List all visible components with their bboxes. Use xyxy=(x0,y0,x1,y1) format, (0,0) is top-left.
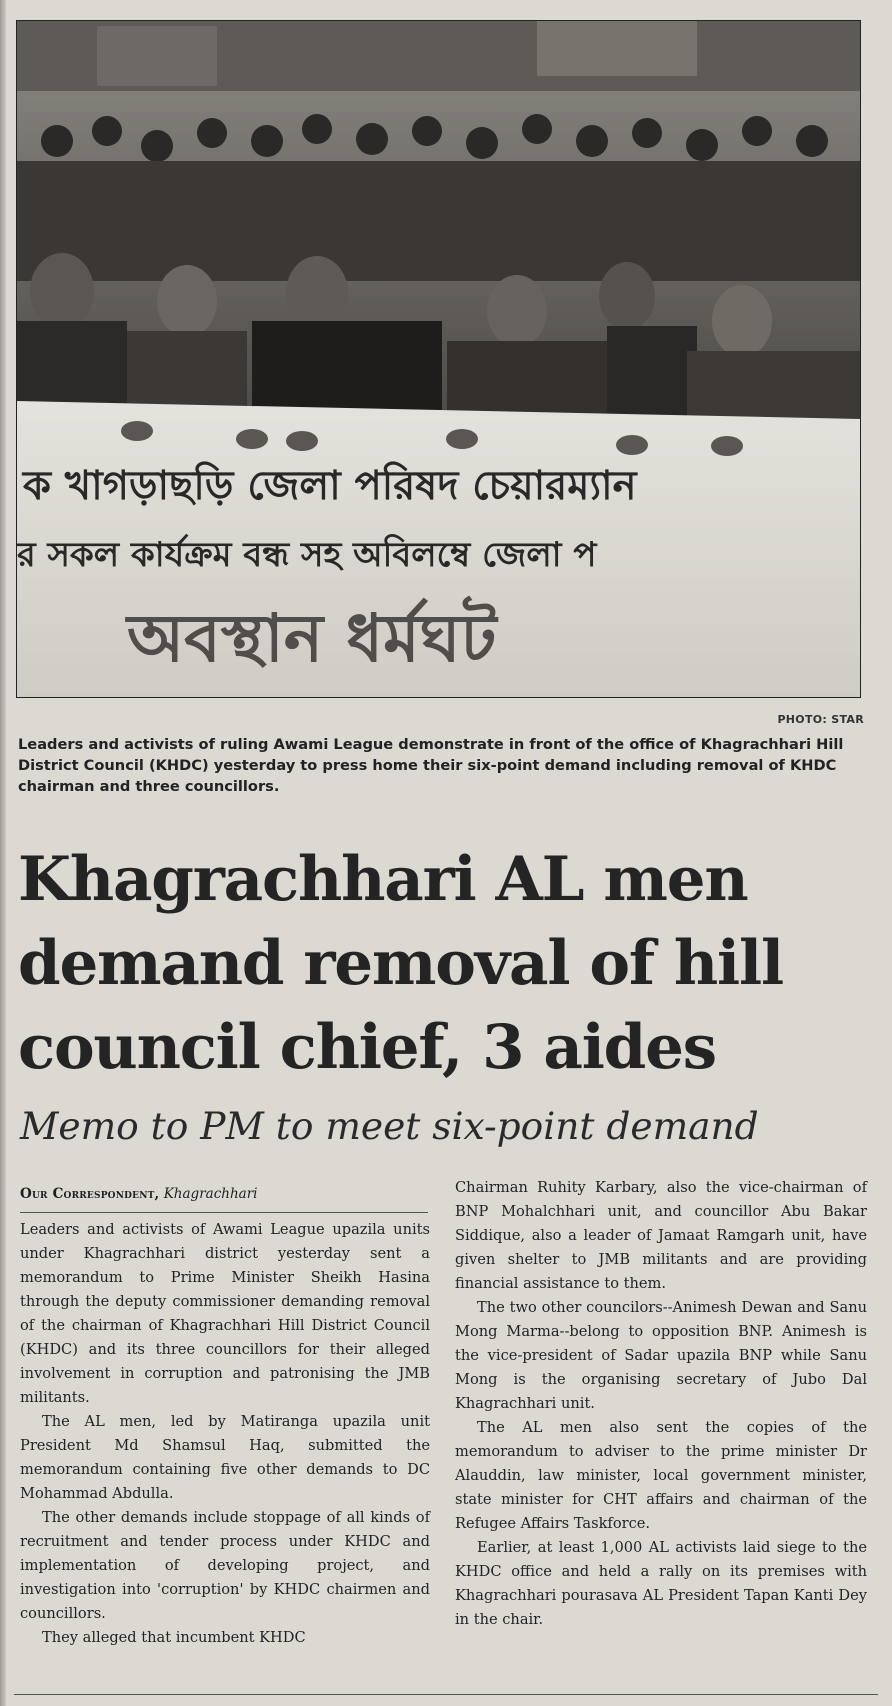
paragraph: Leaders and activists of Awami League upazila units under Khagrachhari district yesterday sent a memorandum to Prime Minister Sheikh Hasina through the deputy commissioner demanding removal of the chairman of Khagrachhari Hill District Council (KHDC) and its three councillors for their alleged involvement in corruption and patronising the JMB militants. xyxy=(20,1221,430,1406)
paragraph: The AL men also sent the copies of the memorandum to adviser to the prime minister Dr Alauddin, law minister, local government minister, state minister for CHT affairs and chairman of the Refugee Affairs Taskforce. xyxy=(455,1419,867,1532)
banner-text-line2: র সকল কার্যক্রম বন্ধ সহ অবিলম্বে জেলা প xyxy=(17,535,597,575)
photo-caption: Leaders and activists of ruling Awami League demonstrate in front of the office of Khagrachhari Hill District Council (KHDC) yesterday to press home their six-point demand including removal of KHDC chairman and three councillors. xyxy=(18,736,844,795)
paragraph: Chairman Ruhity Karbary, also the vice-chairman of BNP Mohalchhari unit, and councillor Abu Bakar Siddique, also a leader of Jamaat Ramgarh unit, have given shelter to JMB militants and are providing financial assistance to them. xyxy=(455,1179,867,1292)
subheadline: Memo to PM to meet six-point demand xyxy=(20,1104,759,1148)
paragraph: They alleged that incumbent KHDC xyxy=(42,1629,306,1646)
news-photo xyxy=(16,20,861,698)
byline-place: Khagrachhari xyxy=(163,1186,258,1202)
bottom-rule xyxy=(14,1694,878,1695)
article-column-2 xyxy=(455,1176,867,1632)
protest-photo-illustration xyxy=(17,21,860,697)
article-column-1 xyxy=(20,1218,430,1650)
banner-text-line3: অবস্থান ধর্মঘট xyxy=(127,600,497,677)
paragraph: Earlier, at least 1,000 AL activists laid siege to the KHDC office and held a rally on its premises with Khagrachhari pourasava AL President Tapan Kanti Dey in the chair. xyxy=(455,1539,867,1628)
byline-name: Our Correspondent, xyxy=(20,1186,160,1202)
paragraph: The other demands include stoppage of all kinds of recruitment and tender process under KHDC and implementation of developing project, and investigation into 'corruption' by KHDC chairmen and councillors. xyxy=(20,1509,430,1622)
byline xyxy=(20,1184,428,1213)
banner-text-line1: ক খাগড়াছড়ি জেলা পরিষদ চেয়ারম্যান xyxy=(23,463,637,509)
paragraph: The AL men, led by Matiranga upazila unit President Md Shamsul Haq, submitted the memorandum containing five other demands to DC Mohammad Abdulla. xyxy=(20,1413,430,1502)
paragraph: The two other councilors--Animesh Dewan and Sanu Mong Marma--belong to opposition BNP. Animesh is the vice-president of Sadar upazila BNP while Sanu Mong is the organising secretary of Jubo Dal Khagrachhari unit. xyxy=(455,1299,867,1412)
headline: Khagrachhari AL men demand removal of hill council chief, 3 aides xyxy=(18,844,783,1083)
photo-credit: PHOTO: STAR xyxy=(777,713,864,726)
